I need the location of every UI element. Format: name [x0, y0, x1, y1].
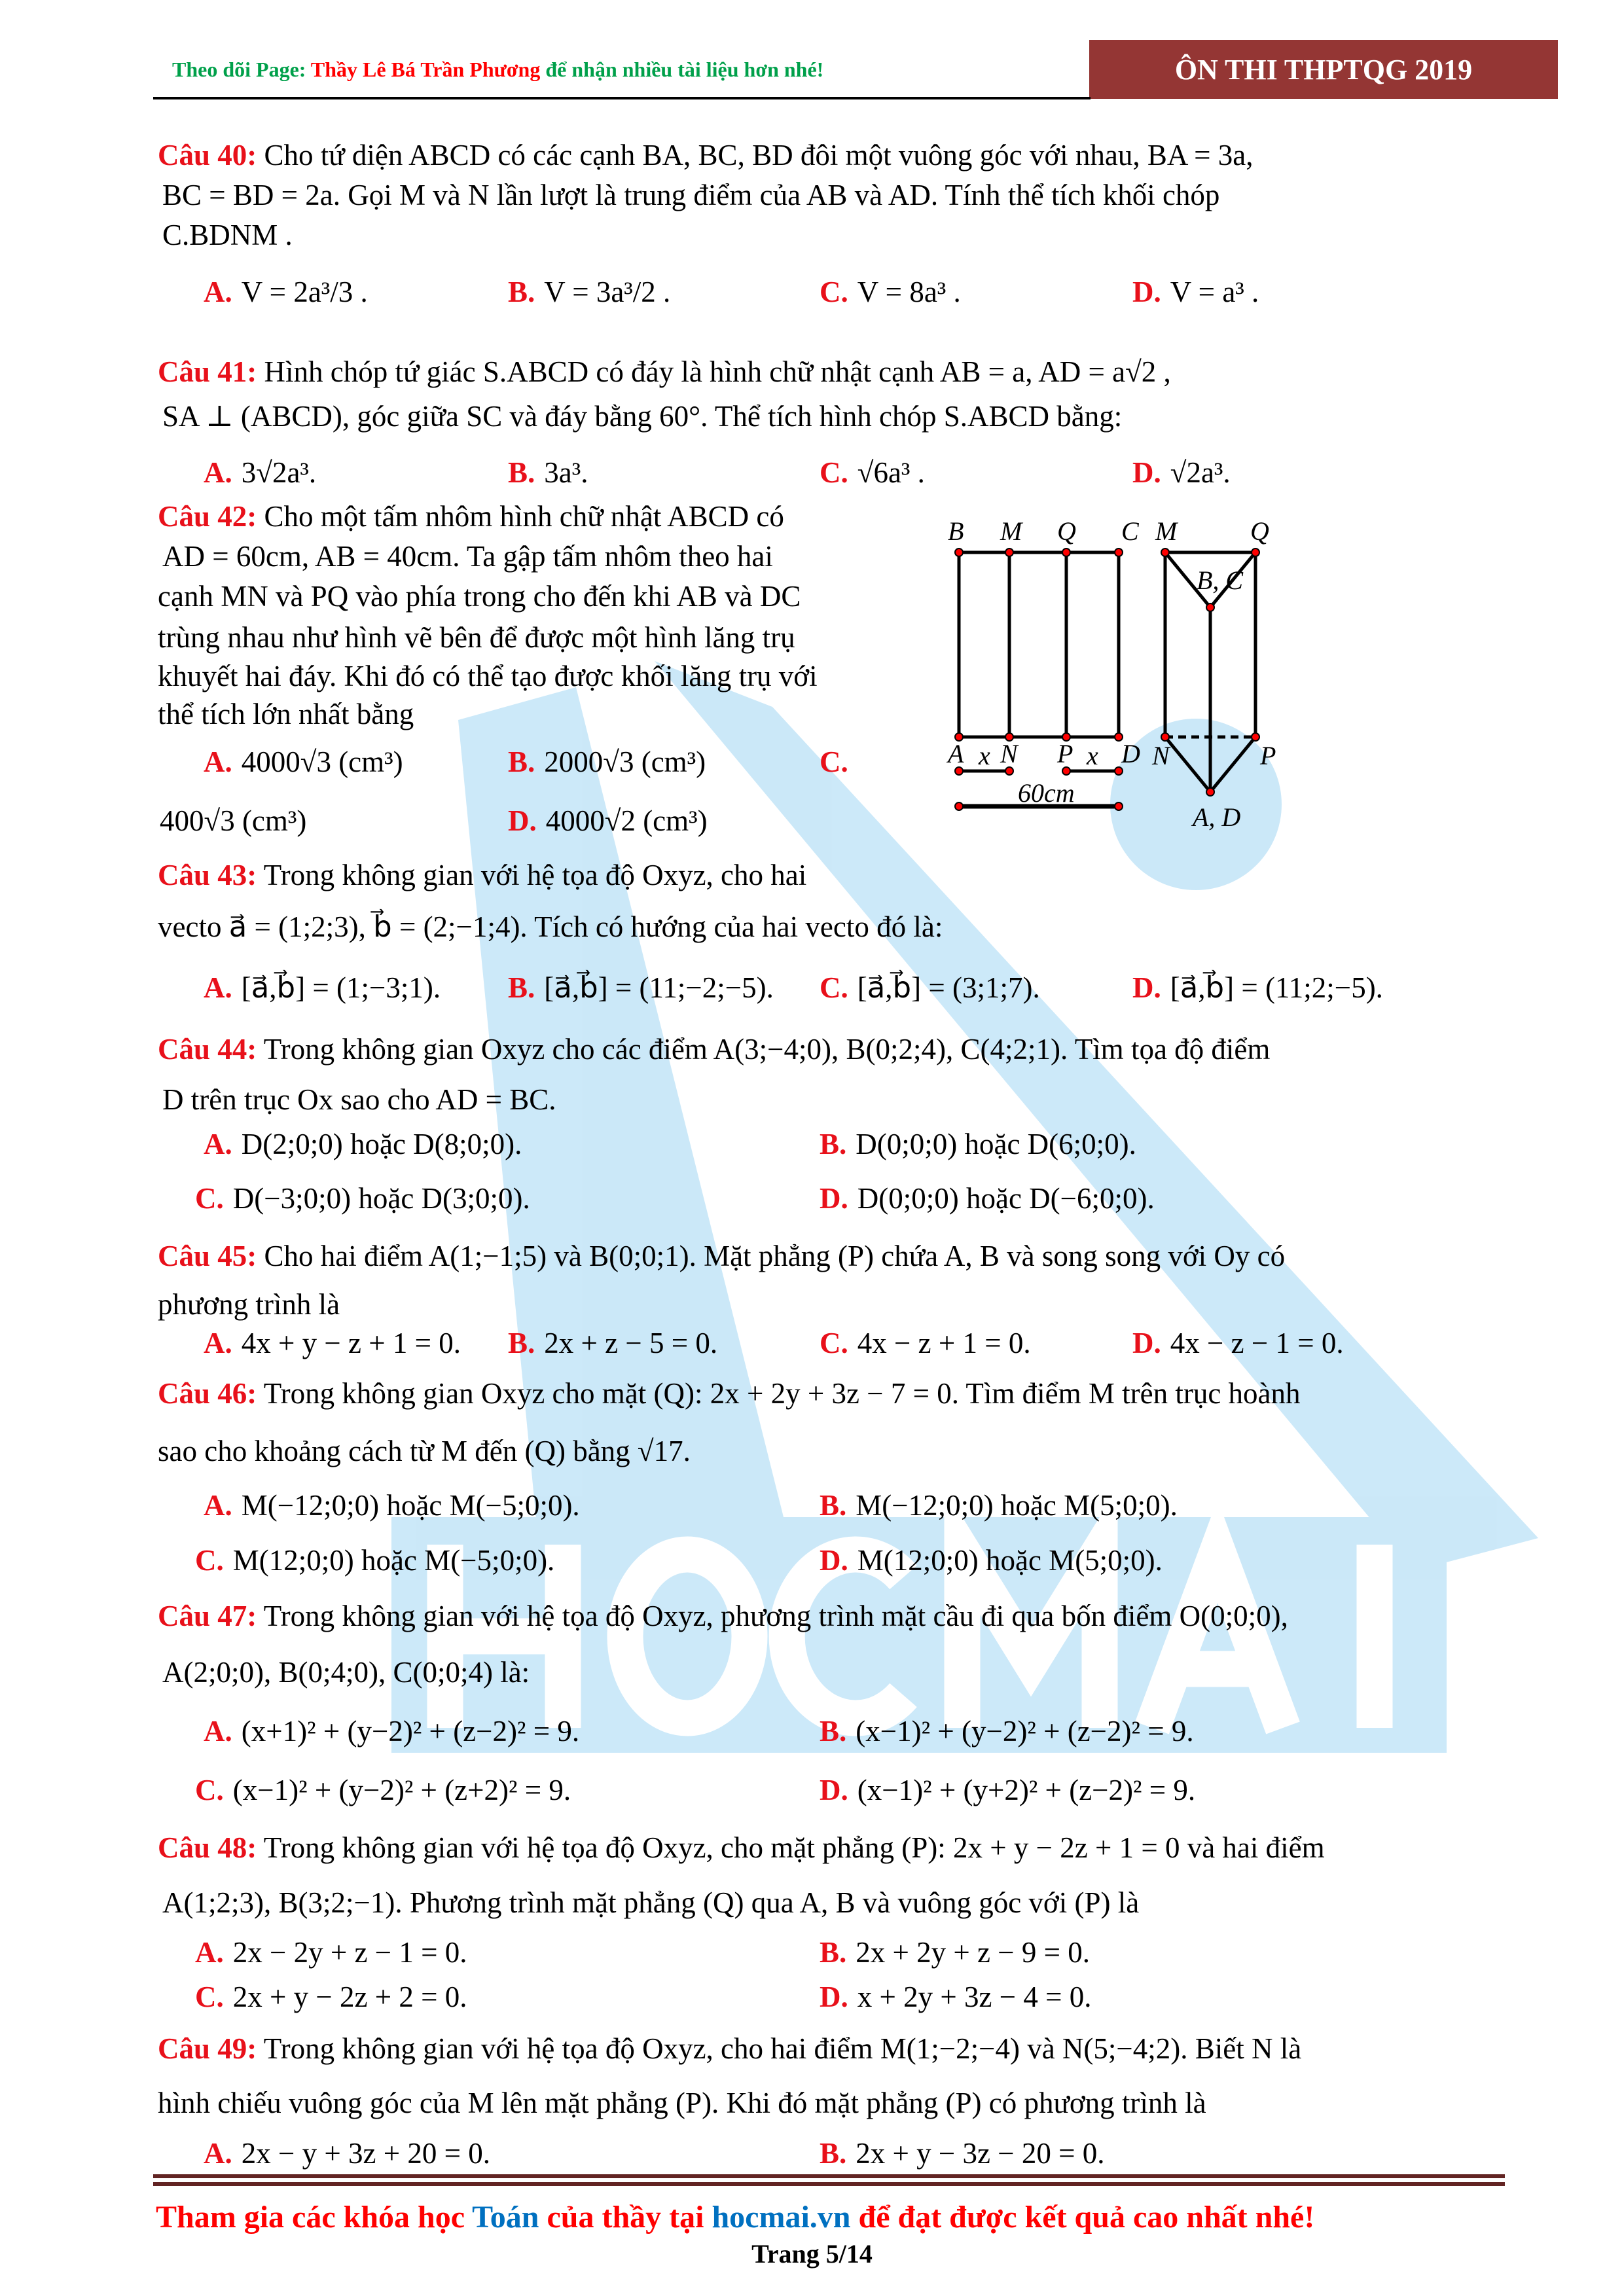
question-42-line-5: khuyết hai đáy. Khi đó có thể tạo được khối lăng trụ với — [158, 660, 818, 692]
footer-promo — [156, 2199, 1314, 2235]
exam-badge: ÔN THI THPTQG 2019 — [1089, 40, 1558, 99]
option-value: V = a³ . — [1170, 276, 1259, 308]
option-value: 2000√3 (cm³) — [544, 745, 706, 778]
question-43-line-1 — [158, 857, 806, 893]
option-value: (x−1)² + (y−2)² + (z−2)² = 9. — [856, 1715, 1194, 1748]
question-text: Hình chóp tứ giác S.ABCD có đáy là hình chữ nhật cạnh AB = a, AD = a√2 , — [257, 355, 1171, 388]
option-key: A. — [204, 1489, 232, 1522]
option-key: B. — [508, 1327, 535, 1359]
option-key: D. — [1132, 971, 1161, 1004]
option-key: D. — [820, 1774, 848, 1806]
point-label: B, C — [1197, 565, 1244, 595]
option-a[interactable] — [204, 1487, 580, 1524]
option-value: D(0;0;0) hoặc D(−6;0;0). — [857, 1182, 1155, 1215]
question-text: Trong không gian với hệ tọa độ Oxyz, cho hai điểm M(1;−2;−4) và N(5;−4;2). Biết N là — [257, 2032, 1302, 2065]
option-key: B. — [820, 2137, 847, 2170]
question-45-line-2: phương trình là — [158, 1288, 340, 1321]
question-label: Câu 47: — [158, 1600, 257, 1632]
question-text: Trong không gian với hệ tọa độ Oxyz, cho mặt phẳng (P): 2x + y − 2z + 1 = 0 và hai điểm — [257, 1831, 1325, 1864]
option-key: D. — [1132, 456, 1161, 489]
option-key: A. — [204, 456, 232, 489]
x-label: x — [1087, 741, 1098, 770]
footer-text: Tham gia các khóa học — [156, 2200, 473, 2234]
option-value: [a⃗,b⃗] = (3;1;7). — [857, 971, 1040, 1004]
option-value: √2a³. — [1170, 456, 1231, 489]
question-42-line-4: trùng nhau như hình vẽ bên để được một hình lăng trụ — [158, 621, 795, 654]
option-value: 3a³. — [544, 456, 588, 489]
point-label: P — [1260, 741, 1276, 770]
option-value: D(2;0;0) hoặc D(8;0;0). — [241, 1128, 522, 1160]
option-key: C. — [820, 456, 848, 489]
option-key: A. — [204, 1128, 232, 1160]
question-text: Cho tứ diện ABCD có các cạnh BA, BC, BD đôi một vuông góc với nhau, BA = 3a, — [257, 139, 1254, 171]
footer-text: của thầy tại — [539, 2200, 712, 2234]
option-value: 2x − 2y + z − 1 = 0. — [232, 1936, 467, 1969]
option-c[interactable] — [195, 1180, 530, 1217]
option-value: 4x − z − 1 = 0. — [1170, 1327, 1344, 1359]
option-key: C. — [195, 1774, 224, 1806]
option-c[interactable] — [820, 1325, 1031, 1361]
question-text: Trong không gian với hệ tọa độ Oxyz, cho hai — [257, 859, 807, 891]
option-value: V = 3a³/2 . — [544, 276, 671, 308]
option-key: D. — [820, 1182, 848, 1215]
option-b[interactable] — [820, 1713, 1194, 1749]
footer-link[interactable]: hocmai.vn — [712, 2200, 851, 2234]
option-value: M(12;0;0) hoặc M(−5;0;0). — [232, 1544, 555, 1577]
point-label: N — [1000, 739, 1018, 768]
option-key: B. — [508, 456, 535, 489]
question-42-line-2: AD = 60cm, AB = 40cm. Ta gập tấm nhôm theo hai — [162, 540, 773, 573]
option-c[interactable] — [820, 969, 1040, 1006]
question-42-line-3: cạnh MN và PQ vào phía trong cho đến khi AB và DC — [158, 580, 801, 613]
question-42-line-6: thể tích lớn nhất bằng — [158, 698, 414, 730]
footer-subject: Toán — [472, 2200, 539, 2234]
x-label: x — [979, 741, 990, 770]
option-a[interactable] — [204, 1126, 522, 1162]
option-value: V = 2a³/3 . — [241, 276, 368, 308]
option-d[interactable] — [1132, 1325, 1344, 1361]
option-c[interactable] — [195, 1979, 467, 2015]
option-key: B. — [508, 276, 535, 308]
option-key: B. — [820, 1128, 847, 1160]
point-label: P — [1057, 739, 1074, 768]
question-44-line-1 — [158, 1031, 1270, 1067]
option-key: D. — [1132, 1327, 1161, 1359]
option-key: D. — [508, 804, 537, 837]
option-d[interactable] — [1132, 969, 1383, 1006]
follow-prefix: Theo dõi Page: — [172, 58, 311, 81]
footer-rule — [153, 2182, 1505, 2186]
option-value: x + 2y + 3z − 4 = 0. — [857, 1981, 1092, 2013]
question-text: Cho hai điểm A(1;−1;5) và B(0;0;1). Mặt phẳng (P) chứa A, B và song song với Oy có — [257, 1240, 1286, 1272]
option-key: D. — [820, 1981, 848, 2013]
option-c[interactable] — [195, 1772, 571, 1808]
option-value: 2x + y − 3z − 20 = 0. — [856, 2137, 1105, 2170]
option-a[interactable] — [195, 1934, 467, 1971]
option-c-value[interactable]: 400√3 (cm³) — [160, 804, 307, 837]
question-text: Cho một tấm nhôm hình chữ nhật ABCD có — [257, 500, 784, 533]
point-label: Q — [1250, 516, 1269, 546]
option-key: B. — [820, 1715, 847, 1748]
option-value: (x−1)² + (y−2)² + (z+2)² = 9. — [232, 1774, 571, 1806]
option-key: B. — [820, 1936, 847, 1969]
option-key: A. — [204, 745, 232, 778]
point-label: M — [1155, 516, 1178, 546]
point-label: D — [1121, 739, 1140, 768]
option-a[interactable] — [204, 1713, 579, 1749]
question-40-line-3: C.BDNM . — [162, 219, 293, 251]
option-value: 4x − z + 1 = 0. — [857, 1327, 1031, 1359]
point-label: A — [948, 739, 964, 768]
question-label: Câu 46: — [158, 1377, 257, 1410]
question-44-line-2: D trên trục Ox sao cho AD = BC. — [162, 1083, 556, 1116]
follow-page-link[interactable]: Thầy Lê Bá Trần Phương — [310, 58, 541, 81]
option-key: D. — [1132, 276, 1161, 308]
option-key: C. — [820, 971, 848, 1004]
page-number: Trang 5/14 — [751, 2239, 873, 2269]
question-text: Trong không gian Oxyz cho các điểm A(3;−4;0), B(0;2;4), C(4;2;1). Tìm tọa độ điểm — [257, 1033, 1271, 1066]
option-value: D(−3;0;0) hoặc D(3;0;0). — [232, 1182, 530, 1215]
question-label: Câu 49: — [158, 2032, 257, 2065]
option-d[interactable] — [820, 1180, 1155, 1217]
point-label: A, D — [1193, 802, 1241, 832]
option-value: M(−12;0;0) hoặc M(5;0;0). — [856, 1489, 1178, 1522]
option-b[interactable] — [820, 1934, 1090, 1971]
option-b[interactable] — [508, 969, 774, 1006]
option-key: A. — [195, 1936, 224, 1969]
question-47-line-1 — [158, 1598, 1288, 1634]
question-label: Câu 48: — [158, 1831, 257, 1864]
question-41-line-2: SA ⊥ (ABCD), góc giữa SC và đáy bằng 60°. Thể tích hình chóp S.ABCD bằng: — [162, 400, 1123, 433]
question-label: Câu 43: — [158, 859, 257, 891]
point-label: B — [948, 516, 964, 546]
question-label: Câu 41: — [158, 355, 257, 388]
option-key: A. — [204, 2137, 232, 2170]
question-49-line-2: hình chiếu vuông góc của M lên mặt phẳng (P). Khi đó mặt phẳng (P) có phương trình là — [158, 2087, 1206, 2119]
option-value: √6a³ . — [857, 456, 925, 489]
option-value: 2x + 2y + z − 9 = 0. — [856, 1936, 1091, 1969]
option-a[interactable] — [204, 2135, 490, 2172]
point-label: C — [1121, 516, 1139, 546]
option-c[interactable] — [195, 1542, 554, 1579]
question-label: Câu 45: — [158, 1240, 257, 1272]
question-label: Câu 42: — [158, 500, 257, 533]
option-key: B. — [820, 1489, 847, 1522]
sheet-rectangle — [959, 552, 1119, 737]
question-46-line-2: sao cho khoảng cách từ M đến (Q) bằng √17. — [158, 1435, 691, 1467]
footer-rule — [153, 2174, 1505, 2178]
option-value: M(−12;0;0) hoặc M(−5;0;0). — [241, 1489, 580, 1522]
option-value: M(12;0;0) hoặc M(5;0;0). — [857, 1544, 1163, 1577]
option-key: C. — [820, 276, 848, 308]
option-b[interactable] — [820, 1487, 1178, 1524]
option-key: C. — [820, 745, 848, 778]
option-b[interactable] — [820, 2135, 1105, 2172]
option-value: V = 8a³ . — [857, 276, 961, 308]
option-key: C. — [195, 1182, 224, 1215]
option-value: 2x + z − 5 = 0. — [544, 1327, 718, 1359]
option-key: A. — [204, 1715, 232, 1748]
option-key: A. — [204, 276, 232, 308]
point-label: N — [1152, 741, 1170, 770]
option-value: 2x + y − 2z + 2 = 0. — [232, 1981, 467, 2013]
option-key: B. — [508, 745, 535, 778]
point-label: Q — [1057, 516, 1076, 546]
option-a[interactable] — [204, 969, 441, 1006]
option-value: 2x − y + 3z + 20 = 0. — [241, 2137, 490, 2170]
question-text: Trong không gian Oxyz cho mặt (Q): 2x + 2y + 3z − 7 = 0. Tìm điểm M trên trục hoành — [257, 1377, 1301, 1410]
option-key: B. — [508, 971, 535, 1004]
question-46-line-1 — [158, 1375, 1301, 1412]
question-40-line-2: BC = BD = 2a. Gọi M và N lần lượt là trung điểm của AB và AD. Tính thể tích khối chóp — [162, 179, 1220, 211]
option-key: A. — [204, 971, 232, 1004]
option-key: D. — [820, 1544, 848, 1577]
folding-figure — [0, 0, 1624, 916]
point-label: M — [1000, 516, 1022, 546]
question-48-line-1 — [158, 1829, 1325, 1866]
question-47-line-2: A(2;0;0), B(0;4;0), C(0;0;4) là: — [162, 1656, 530, 1689]
length-label: 60cm — [1018, 778, 1075, 808]
prism-edge — [1165, 737, 1210, 792]
option-key: C. — [820, 1327, 848, 1359]
option-value: 4000√3 (cm³) — [241, 745, 403, 778]
follow-suffix: để nhận nhiều tài liệu hơn nhé! — [540, 58, 824, 81]
question-label: Câu 44: — [158, 1033, 257, 1066]
option-value: D(0;0;0) hoặc D(6;0;0). — [856, 1128, 1136, 1160]
question-43-line-2: vecto a⃗ = (1;2;3), b⃗ = (2;−1;4). Tích có hướng của hai vecto đó là: — [158, 910, 943, 943]
question-label: Câu 40: — [158, 139, 257, 171]
prism-edge — [1210, 737, 1255, 792]
option-value: 4000√2 (cm³) — [545, 804, 708, 837]
option-a[interactable] — [204, 1325, 461, 1361]
option-b[interactable] — [508, 1325, 717, 1361]
option-value: 4x + y − z + 1 = 0. — [241, 1327, 461, 1359]
question-49-line-1 — [158, 2030, 1301, 2067]
option-value: [a⃗,b⃗] = (11;−2;−5). — [544, 971, 774, 1004]
option-value: (x−1)² + (y+2)² + (z−2)² = 9. — [857, 1774, 1196, 1806]
option-value: 3√2a³. — [241, 456, 317, 489]
option-value: [a⃗,b⃗] = (1;−3;1). — [241, 971, 441, 1004]
footer-text: để đạt được kết quả cao nhất nhé! — [850, 2200, 1315, 2234]
option-d[interactable] — [820, 1979, 1092, 2015]
question-45-line-1 — [158, 1238, 1285, 1274]
option-key: C. — [195, 1981, 224, 2013]
option-value: [a⃗,b⃗] = (11;2;−5). — [1170, 971, 1383, 1004]
option-key: A. — [204, 1327, 232, 1359]
question-text: Trong không gian với hệ tọa độ Oxyz, phương trình mặt cầu đi qua bốn điểm O(0;0;0), — [257, 1600, 1288, 1632]
option-key: C. — [195, 1544, 224, 1577]
option-value: (x+1)² + (y−2)² + (z−2)² = 9. — [241, 1715, 580, 1748]
question-48-line-2: A(1;2;3), B(3;2;−1). Phương trình mặt phẳng (Q) qua A, B và vuông góc với (P) là — [162, 1886, 1140, 1919]
option-d[interactable] — [820, 1542, 1163, 1579]
option-b[interactable] — [820, 1126, 1136, 1162]
option-d[interactable] — [820, 1772, 1195, 1808]
